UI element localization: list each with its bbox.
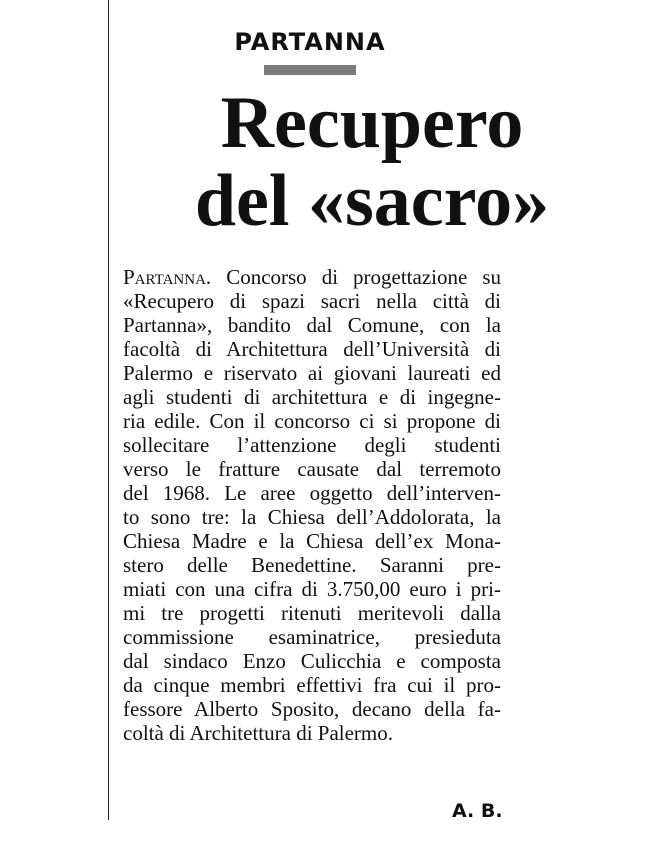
body-line: to sono tre: la Chiesa dell’Addolorata, la: [123, 505, 501, 529]
body-line: da cinque membri effettivi fra cui il pro-: [123, 673, 501, 697]
body-line: agli studenti di architettura e di ingegne-: [123, 385, 501, 409]
body-line: mi tre progetti ritenuti meritevoli dalla: [123, 601, 501, 625]
body-line: facoltà di Architettura dell’Università di: [123, 337, 501, 361]
article-body: [123, 265, 501, 745]
body-line: [123, 265, 501, 289]
body-line: ria edile. Con il concorso ci si propone di: [123, 409, 501, 433]
body-line: sollecitare l’attenzione degli studenti: [123, 433, 501, 457]
headline-line: del «sacro»: [194, 160, 550, 242]
body-line: coltà di Architettura di Palermo.: [123, 721, 394, 745]
body-line: commissione esaminatrice, presieduta: [123, 625, 501, 649]
body-line: del 1968. Le aree oggetto dell’interven-: [123, 481, 501, 505]
body-line: dal sindaco Enzo Culicchia e composta: [123, 649, 501, 673]
body-line: «Recupero di spazi sacri nella città di: [123, 289, 501, 313]
body-line: fessore Alberto Sposito, decano della fa-: [123, 697, 501, 721]
dateline: Partanna.: [123, 265, 212, 289]
body-line: stero delle Benedettine. Saranni pre-: [123, 553, 501, 577]
kicker-underline-bar: [264, 65, 356, 75]
headline-line: Recupero: [220, 82, 524, 164]
body-line: Chiesa Madre e la Chiesa dell’ex Mona-: [123, 529, 501, 553]
body-line: Partanna», bandito dal Comune, con la: [123, 313, 501, 337]
column-rule: [108, 0, 109, 820]
body-line: verso le fratture causate dal terremoto: [123, 457, 501, 481]
headline: [112, 84, 632, 240]
body-line: Palermo e riservato ai giovani laureati ed: [123, 361, 501, 385]
body-line: miati con una cifra di 3.750,00 euro i pri-: [123, 577, 501, 601]
section-kicker: PARTANNA: [234, 28, 386, 56]
body-line-text: Concorso di progettazione su: [226, 265, 502, 289]
author-signature: A. B.: [452, 800, 503, 822]
